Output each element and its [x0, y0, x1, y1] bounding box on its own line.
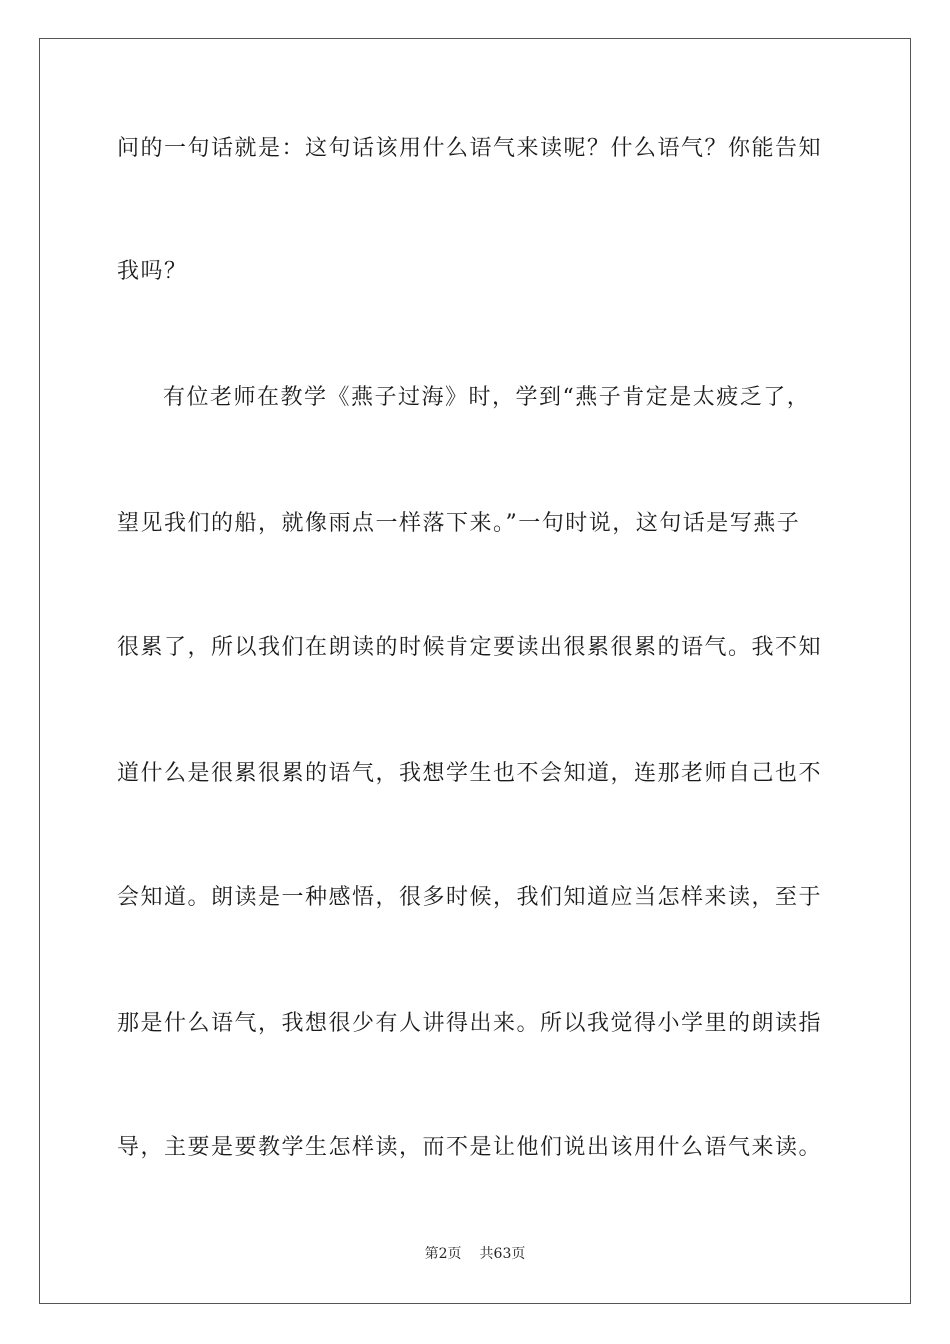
page-footer	[0, 1244, 950, 1264]
text-line-6: 道什么是很累很累的语气，我想学生也不会知道，连那老师自己也不	[117, 761, 823, 786]
page-number-current: 第2页	[424, 1246, 462, 1262]
page-number-total: 共63页	[479, 1246, 526, 1262]
text-line-2: 我吗？	[117, 259, 188, 284]
text-line-3-paragraph-start: 有位老师在教学《燕子过海》时，学到“燕子肯定是太疲乏了，	[163, 385, 811, 410]
text-line-9: 导，主要是要教学生怎样读，而不是让他们说出该用什么语气来读。	[117, 1135, 823, 1160]
text-line-4: 望见我们的船，就像雨点一样落下来。”一句时说，这句话是写燕子	[117, 511, 801, 536]
text-line-1: 问的一句话就是：这句话该用什么语气来读呢？什么语气？你能告知	[117, 136, 823, 161]
text-line-7: 会知道。朗读是一种感悟，很多时候，我们知道应当怎样来读，至于	[117, 885, 823, 910]
page-border	[39, 38, 911, 1304]
text-line-8: 那是什么语气，我想很少有人讲得出来。所以我觉得小学里的朗读指	[117, 1011, 823, 1036]
text-line-5: 很累了，所以我们在朗读的时候肯定要读出很累很累的语气。我不知	[117, 635, 823, 660]
